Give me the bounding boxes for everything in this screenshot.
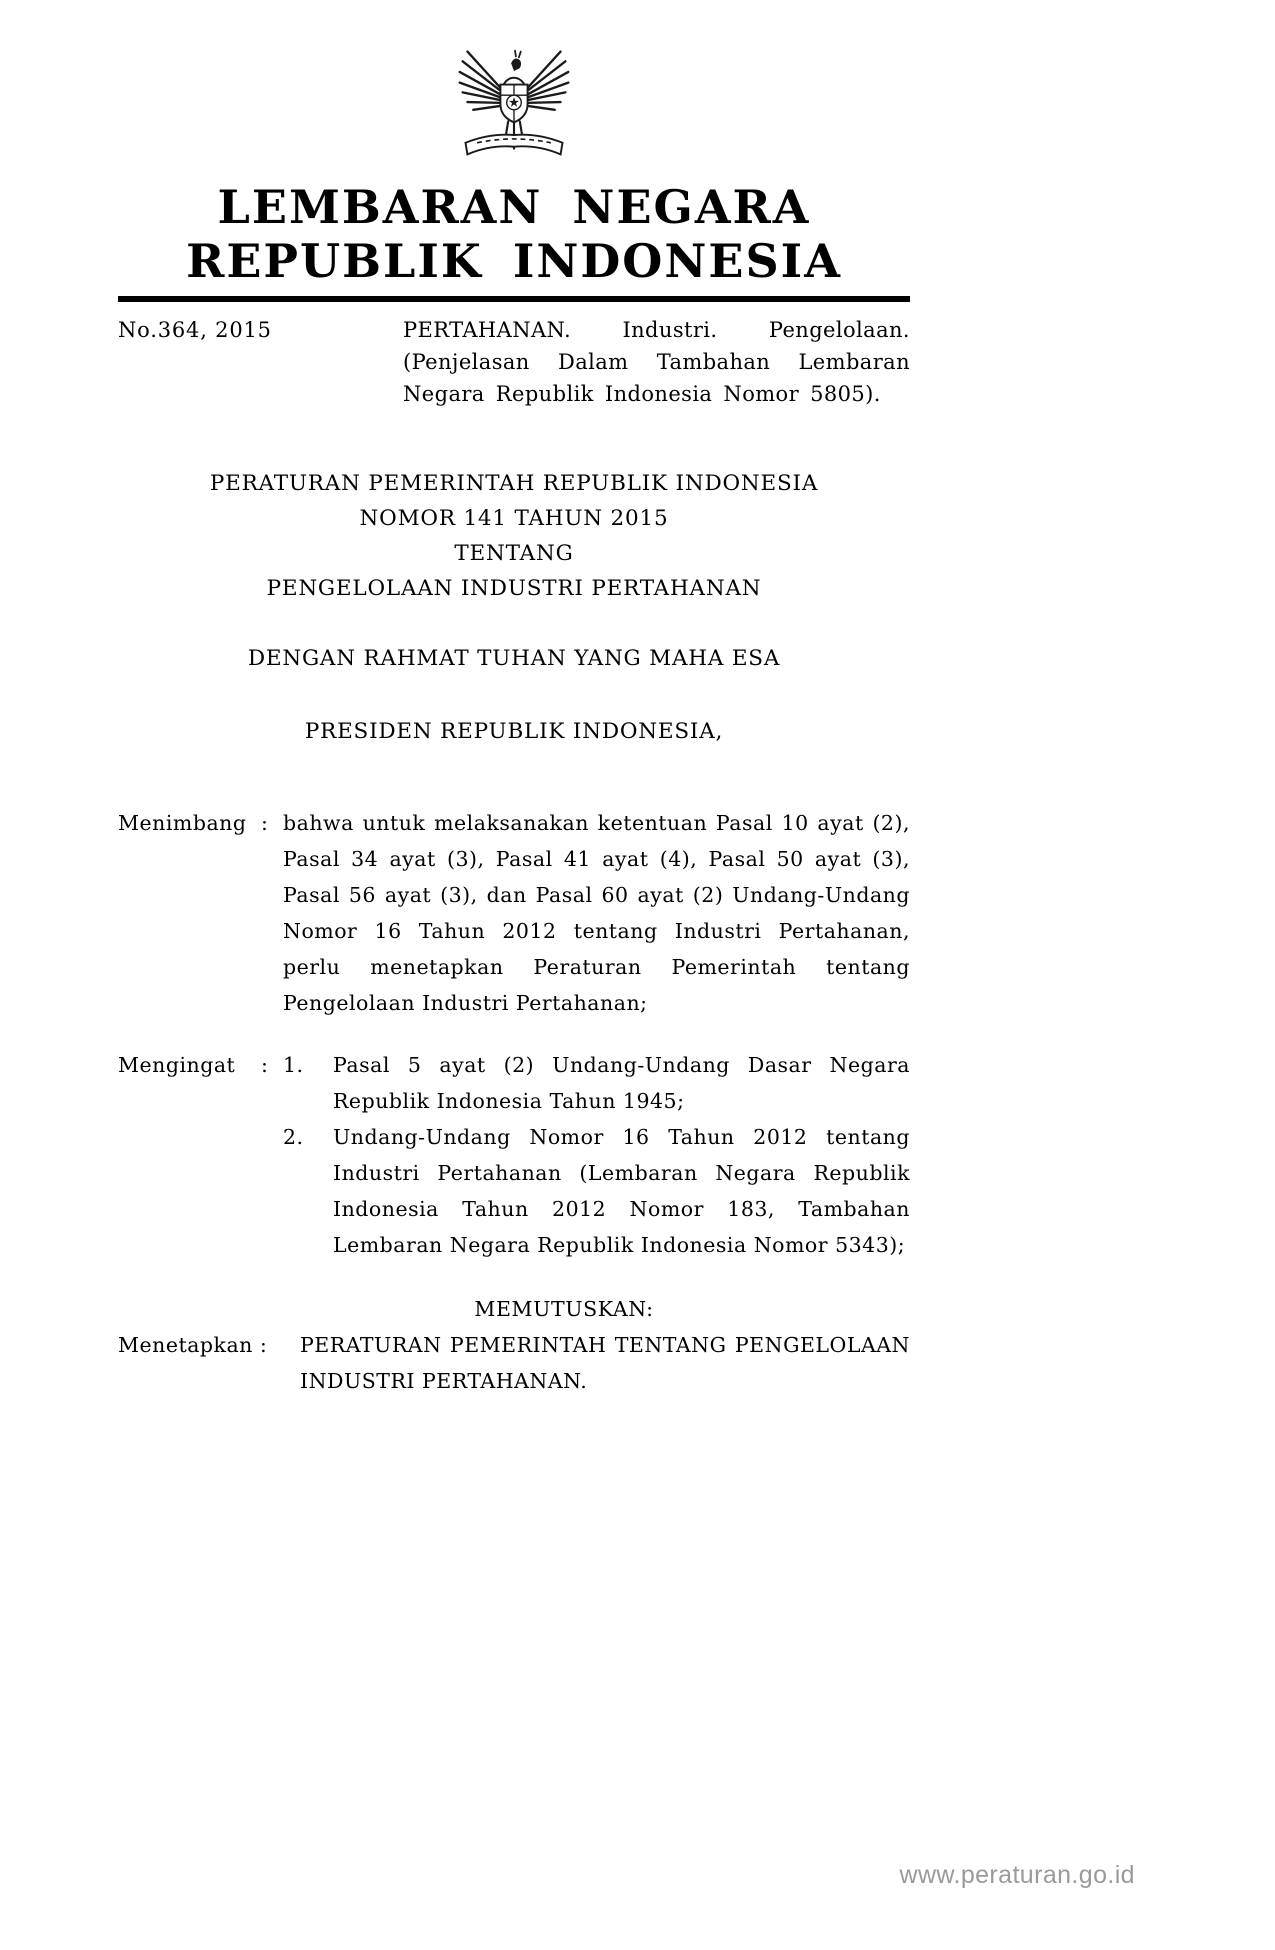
garuda-emblem-icon [455, 38, 573, 168]
regulation-title-line4: PENGELOLAAN INDUSTRI PERTAHANAN [266, 576, 762, 601]
regulation-title-line2: NOMOR 141 TAHUN 2015 [359, 506, 669, 531]
garuda-head [511, 51, 521, 71]
enacting-label: Menetapkan : [118, 1333, 268, 1357]
gazette-header-row [118, 314, 910, 410]
enacting-text: PERATURAN PEMERINTAH TENTANG PENGELOLAAN INDUSTRI PERTAHANAN. [300, 1333, 910, 1393]
list-item-number: 2. [283, 1125, 304, 1149]
masthead-line2: REPUBLIK INDONESIA [186, 234, 842, 288]
enacting-clause [118, 1327, 910, 1399]
list-item [283, 1119, 910, 1263]
motto-banner [465, 135, 562, 155]
watermark-url: www.peraturan.go.id [899, 1861, 1135, 1889]
document-content [118, 38, 910, 1399]
decision-heading: MEMUTUSKAN: [474, 1297, 654, 1321]
recalling-clause [118, 1047, 910, 1263]
recalling-colon: : [261, 1053, 269, 1077]
considering-colon: : [261, 811, 269, 835]
masthead-rule [118, 296, 910, 302]
pancasila-shield [500, 85, 527, 123]
authority-line: PRESIDEN REPUBLIK INDONESIA, [304, 719, 724, 744]
gazette-subject: PERTAHANAN. Industri. Pengelolaan. (Penjelasan Dalam Tambahan Lembaran Negara Republik Indonesia Nomor 5805). [403, 318, 910, 406]
list-item-text: Undang-Undang Nomor 16 Tahun 2012 tentang Industri Pertahanan (Lembaran Negara Republik Indonesia Tahun 2012 Nomor 183, Tambahan Lembaran Negara Republik Indonesia Nomor 5343); [333, 1125, 910, 1257]
considering-text: bahwa untuk melaksanakan ketentuan Pasal 10 ayat (2), Pasal 34 ayat (3), Pasal 41 ayat (4), Pasal 50 ayat (3), Pasal 56 ayat (3), dan Pasal 60 ayat (2) Undang-Undang Nomor 16 Tahun 2012 tentang Industri Pertahanan, perlu menetapkan Peraturan Pemerintah tentang Pengelolaan Industri Pertahanan; [283, 811, 910, 1015]
recalling-list [283, 1047, 910, 1263]
masthead-line1: LEMBARAN NEGARA [217, 180, 811, 234]
considering-clause [118, 805, 910, 1021]
invocation-line: DENGAN RAHMAT TUHAN YANG MAHA ESA [247, 646, 781, 671]
list-item-text: Pasal 5 ayat (2) Undang-Undang Dasar Negara Republik Indonesia Tahun 1945; [333, 1053, 910, 1113]
recalling-label: Mengingat [118, 1053, 236, 1077]
masthead [118, 180, 910, 288]
regulation-title-block [118, 466, 910, 606]
list-item [283, 1047, 910, 1119]
list-item-number: 1. [283, 1053, 304, 1077]
gazette-number: No.364, 2015 [118, 318, 272, 342]
considering-label: Menimbang [118, 811, 247, 835]
regulation-title-line1: PERATURAN PEMERINTAH REPUBLIK INDONESIA [209, 471, 819, 496]
regulation-title-line3: TENTANG [454, 541, 574, 566]
